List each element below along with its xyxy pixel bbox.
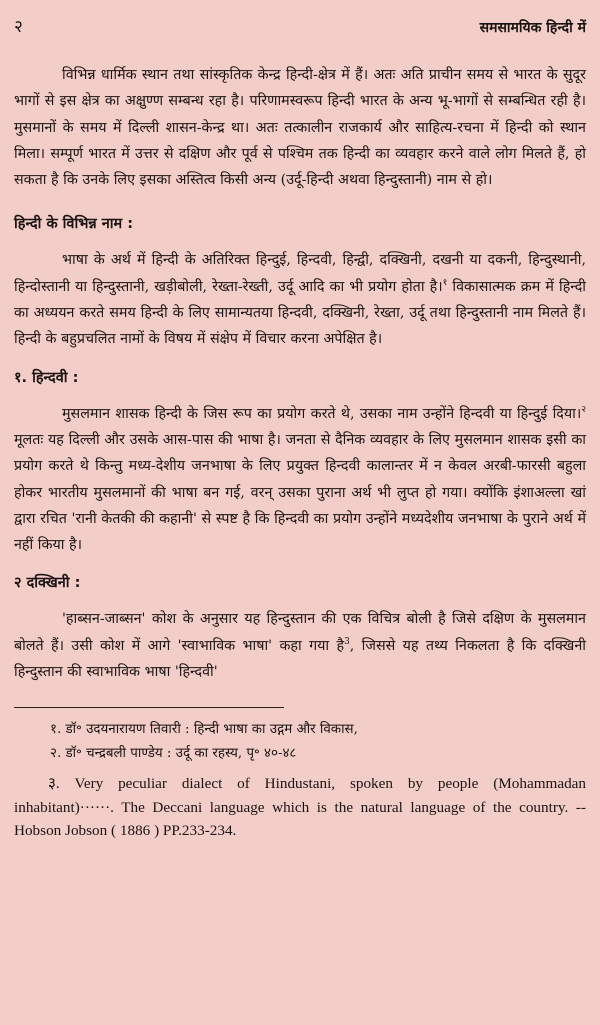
hindavi-paragraph [14,401,586,559]
page-body [14,62,586,843]
page-number: २ [14,17,23,37]
names-text-b: विकासात्मक क्रम में हिन्दी का अध्ययन करते समय हिन्दी के लिए सामान्यतया हिन्दवी, दक्खिनी, रेख्ता, उर्दू तथा हिन्दुस्तानी नाम मिलते हैं। हिन्दी के बहुप्रचलित नामों के विषय में संक्षेप में विचार करना अपेक्षित है। [14,278,586,348]
footnote-ref-3: 3 [344,636,350,647]
hindavi-text-a: मुसलमान शासक हिन्दी के जिस रूप का प्रयोग करते थे, उसका नाम उन्होंने हिन्दवी या हिन्दुई दिया। [62,405,582,422]
running-title: समसामयिक हिन्दी में [479,20,586,36]
hindavi-text-b: मूलतः यह दिल्ली और उसके आस-पास की भाषा है। जनता से दैनिक व्यवहार के लिए मुसलमान शासक इसी का प्रयोग करते थे किन्तु मध्य-देशीय जनभाषा के लिए प्रयुक्त हिन्दवी कालान्तर में न केवल अरबी-फारसी बहुला होकर भारतीय मुसलमानों की भाषा बन गई, वरन् उसका पुराना अर्थ भी लुप्त हो गया। क्योंकि इंशाअल्ला खां द्वारा रचित 'रानी केतकी की कहानी' से स्पष्ट है कि हिन्दवी का प्रयोग उन्होंने मध्यदेशीय जनभाषा के पुराने अर्थ में नहीं किया है। [14,431,586,554]
footnote-1: १. डॉ॰ उदयनारायण तिवारी : हिन्दी भाषा का उद्गम और विकास, [50,722,358,738]
dakkhini-paragraph [14,606,586,685]
intro-paragraph: विभिन्न धार्मिक स्थान तथा सांस्कृतिक केन्द्र हिन्दी-क्षेत्र में हैं। अतः अति प्राचीन समय से भारत के सुदूर भागों से इस क्षेत्र का अक्षुण्ण सम्बन्ध रहा है। परिणामस्वरूप हिन्दी भारत के अन्य भू-भागों से सम्बन्धित रही है। मुसमानों के समय में दिल्ली शासन-केन्द्र था। अतः तत्कालीन राजकार्य और साहित्य-रचना में हिन्दी को स्थान मिला। सम्पूर्ण भारत में उत्तर से दक्षिण और पूर्व से पश्चिम तक हिन्दी का व्यवहार करने वाले लोग मिलते हैं, हो सकता है कि उनके लिए इसका अस्तित्व किसी अन्य (उर्दू-हिन्दी अथवा हिन्दुस्तानी) नाम से हो। [14,67,586,189]
section-heading-hindavi: १. हिन्दवी : [14,369,79,386]
page-header [14,14,586,37]
footnote-2: २. डॉ॰ चन्द्रबली पाण्डेय : उर्दू का रहस्य, पृ॰ ४०-४८ [50,746,297,762]
section-heading-dakkhini: २ दक्खिनी : [14,575,81,592]
names-paragraph [14,247,586,352]
dakkhini-text-b: , जिससे यह तथ्य निकलता है कि दक्खिनी हिन्दुस्तान की स्वाभाविक भाषा 'हिन्दवी' [14,637,586,681]
footnote-3: ३. Very peculiar dialect of Hindustani, spoken by people (Mohammadan inhabitant)······. The Deccani language which is the natural language of the country. --Hobson Jobson ( 1886 ) PP.233-234. [14,775,586,840]
footnote-ref-2: २ [581,404,586,415]
dakkhini-text-a: 'हाब्सन-जाब्सन' कोश के अनुसार यह हिन्दुस्तान की एक विचित्र बोली है जिसे दक्षिण के मुसलमान बोलते हैं। उसी कोश में आगे 'स्वाभाविक भाषा' कहा गया है [14,611,586,654]
footnote-ref-1: १ [442,278,448,289]
footnote-divider [14,707,284,708]
names-text-a: भाषा के अर्थ में हिन्दी के अतिरिक्त हिन्दुई, हिन्दवी, हिन्द्वी, दक्खिनी, दखनी या दकनी, हिन्दुस्थानी, हिन्दोस्तानी या हिन्दुस्तानी, खड़ीबोली, रेख्ता-रेख्ती, उर्दू आदि का भी प्रयोग होता है। [14,252,586,295]
section-heading-hindi-names: हिन्दी के विभिन्न नाम : [14,216,134,233]
